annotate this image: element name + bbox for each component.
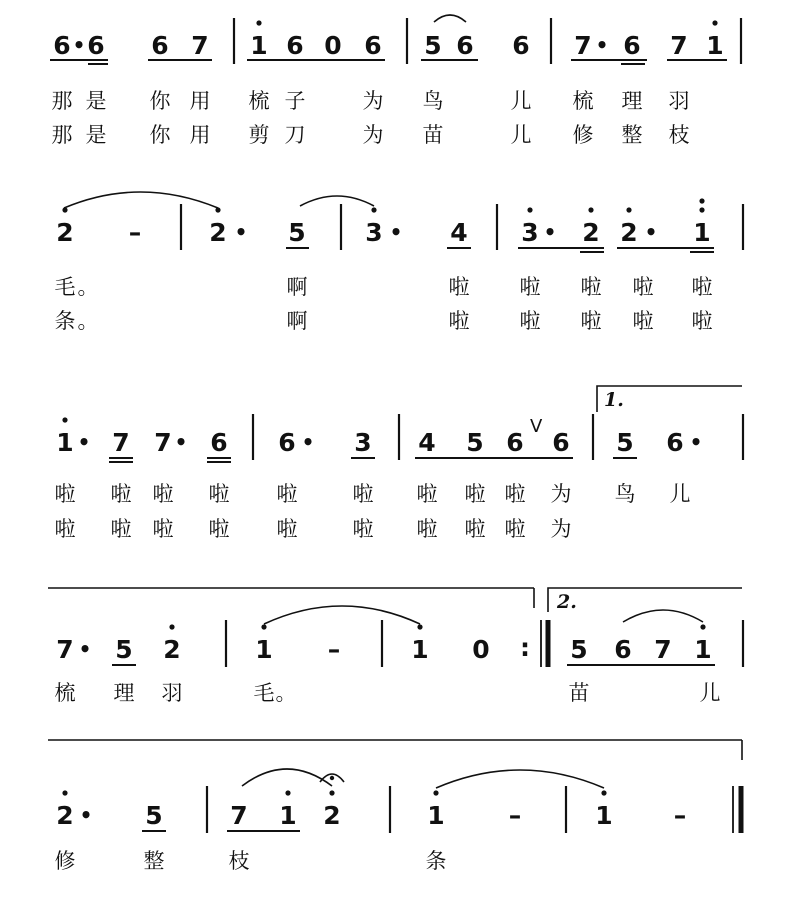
lyric: 啦 [110, 482, 132, 506]
note: 6 [278, 428, 296, 457]
dot-duration: • [78, 637, 92, 661]
dot-duration: • [79, 803, 93, 827]
lyric: 。 [275, 681, 297, 705]
lyrics-verse-1 [55, 275, 713, 299]
score-line-5 [48, 740, 742, 873]
lyric: 啦 [152, 482, 174, 506]
lyric: 。 [77, 275, 99, 299]
slur [64, 192, 218, 208]
lyric: 为 [550, 517, 572, 541]
lyric: 毛 [253, 681, 275, 705]
note: 6 [506, 428, 524, 457]
lyrics-verse-1 [55, 849, 447, 873]
lyric: 啦 [110, 517, 132, 541]
note: 6 [512, 31, 530, 60]
lyric: 枝 [228, 849, 250, 873]
lyric: 啦 [580, 309, 602, 333]
lyric: 梳 [248, 89, 270, 113]
lyric: 苗 [422, 123, 444, 147]
lyric: 儿 [510, 89, 532, 113]
lyric: 啦 [54, 482, 76, 506]
lyric: 啦 [519, 309, 541, 333]
lyric: 啦 [54, 517, 76, 541]
lyric: 啦 [691, 309, 713, 333]
lyric: 羽 [161, 681, 183, 705]
dot-duration: • [174, 430, 188, 454]
note: 6 [53, 31, 71, 60]
note: 6 [623, 31, 641, 60]
note: 1 [279, 801, 297, 830]
note: 6 [364, 31, 382, 60]
slur [436, 770, 604, 788]
lyric: 为 [362, 89, 384, 113]
lyric: 啦 [352, 482, 374, 506]
score-line-3 [55, 386, 744, 541]
high-octave-dot [712, 20, 717, 25]
barlines [234, 18, 741, 64]
lyric: 啦 [416, 517, 438, 541]
dot-duration: • [595, 33, 609, 57]
lyric: 剪 [248, 123, 270, 147]
volta-bracket-2 [548, 588, 742, 613]
note: 6 [456, 31, 474, 60]
slur [242, 769, 332, 786]
note: 2 [56, 801, 74, 830]
lyric: 鸟 [614, 482, 636, 506]
volta-number: 2. [557, 591, 577, 613]
lyric: 啦 [276, 517, 298, 541]
note: 2 [163, 635, 181, 664]
note: 1 [255, 635, 273, 664]
note: 5 [115, 635, 133, 664]
beam-lines [109, 458, 637, 462]
note: 1 [706, 31, 724, 60]
note: 5 [570, 635, 588, 664]
note: 6 [286, 31, 304, 60]
slur [623, 610, 703, 622]
slur [264, 606, 420, 624]
volta-number: 1. [604, 389, 624, 411]
high-octave-dot [256, 20, 261, 25]
lyric: 整 [621, 123, 643, 147]
lyrics-verse-2 [55, 309, 713, 333]
lyric: 理 [113, 681, 135, 705]
lyric: 啦 [208, 482, 230, 506]
lyric: 毛 [54, 275, 76, 299]
score-line-1 [50, 15, 741, 147]
lyric: 啦 [632, 275, 654, 299]
lyric: 梳 [54, 681, 76, 705]
lyric: 你 [149, 89, 171, 113]
note: 6 [87, 31, 105, 60]
lyric: 啦 [464, 482, 486, 506]
note: 6 [151, 31, 169, 60]
lyric: 啦 [276, 482, 298, 506]
note: 3 [354, 428, 372, 457]
lyric: 条 [54, 309, 76, 333]
lyric: 羽 [668, 89, 690, 113]
note: 5 [288, 218, 306, 247]
breath-mark: V [530, 416, 543, 437]
note: 1 [595, 801, 613, 830]
note: 2 [620, 218, 638, 247]
note: 7 [191, 31, 209, 60]
note: 7 [154, 428, 172, 457]
dot-duration: • [689, 430, 703, 454]
score-line-4 [48, 588, 743, 705]
lyric: 苗 [568, 681, 590, 705]
lyric: 是 [85, 123, 107, 147]
dot-duration: • [543, 220, 557, 244]
lyrics-verse-2 [52, 123, 690, 147]
lyric: 为 [362, 123, 384, 147]
note: 5 [466, 428, 484, 457]
dash-extension: – [673, 801, 687, 830]
lyric: 。 [77, 309, 99, 333]
lyric: 啦 [519, 275, 541, 299]
lyric: 理 [621, 89, 643, 113]
octave-dots [62, 198, 704, 212]
lyric: 啦 [152, 517, 174, 541]
lyric: 啦 [580, 275, 602, 299]
lyric: 啦 [448, 275, 470, 299]
octave-dots [62, 790, 606, 795]
note: 2 [56, 218, 74, 247]
beam-lines [50, 60, 727, 64]
dot-duration: • [72, 33, 86, 57]
note: 6 [210, 428, 228, 457]
lyric: 鸟 [422, 89, 444, 113]
dot-duration: • [234, 220, 248, 244]
lyric: 啦 [691, 275, 713, 299]
dash-extension: – [327, 635, 341, 664]
lyric: 你 [149, 123, 171, 147]
beam-lines [286, 248, 714, 252]
dot-duration: • [77, 430, 91, 454]
note: 1 [427, 801, 445, 830]
lyrics-verse-1 [52, 89, 690, 113]
volta-bracket-1 [597, 386, 742, 412]
lyric: 为 [550, 482, 572, 506]
dot-duration: • [301, 430, 315, 454]
note: 1 [693, 218, 711, 247]
lyric: 修 [572, 123, 594, 147]
lyric: 整 [143, 849, 165, 873]
lyric: 儿 [699, 681, 721, 705]
note: 2 [323, 801, 341, 830]
lyric: 用 [189, 89, 211, 113]
note: 5 [616, 428, 634, 457]
lyric: 啦 [504, 482, 526, 506]
lyric: 刀 [284, 123, 306, 147]
note: 2 [582, 218, 600, 247]
lyric: 啦 [632, 309, 654, 333]
note: 4 [450, 218, 468, 247]
note: 7 [230, 801, 248, 830]
note: 7 [654, 635, 672, 664]
score-line-2 [55, 192, 744, 333]
lyric: 啦 [208, 517, 230, 541]
lyric: 啦 [416, 482, 438, 506]
dash-extension: – [128, 218, 142, 247]
repeat-dots: : [520, 633, 530, 662]
lyric: 那 [51, 123, 73, 147]
lyric: 是 [85, 89, 107, 113]
note: 3 [521, 218, 539, 247]
note: 6 [614, 635, 632, 664]
lyric: 儿 [669, 482, 691, 506]
lyrics-verse-1 [55, 681, 721, 705]
lyric: 用 [189, 123, 211, 147]
lyric: 啦 [448, 309, 470, 333]
note: 5 [424, 31, 442, 60]
note: 7 [56, 635, 74, 664]
octave-dots [169, 624, 705, 629]
lyric: 条 [425, 849, 447, 873]
lyric: 啦 [352, 517, 374, 541]
note: 6 [552, 428, 570, 457]
lyric: 那 [51, 89, 73, 113]
note: 1 [411, 635, 429, 664]
note: 0 [472, 635, 490, 664]
lyric: 修 [54, 849, 76, 873]
dot-duration: • [644, 220, 658, 244]
lyric: 啊 [286, 309, 308, 333]
note: 7 [574, 31, 592, 60]
lyric: 枝 [668, 123, 690, 147]
note: 5 [145, 801, 163, 830]
slur [300, 196, 374, 206]
lyrics-verse-1 [55, 482, 691, 506]
note: 4 [418, 428, 436, 457]
note: 3 [365, 218, 383, 247]
lyrics-verse-2 [55, 517, 572, 541]
dash-extension: – [508, 801, 522, 830]
note: 1 [56, 428, 74, 457]
lyric: 啦 [464, 517, 486, 541]
note: 6 [666, 428, 684, 457]
lyric: 子 [284, 89, 306, 113]
note: 0 [324, 31, 342, 60]
lyric: 儿 [510, 123, 532, 147]
note: 7 [670, 31, 688, 60]
note: 1 [694, 635, 712, 664]
high-octave-dot [62, 417, 67, 422]
slur [434, 15, 466, 22]
note: 7 [112, 428, 130, 457]
note: 2 [209, 218, 227, 247]
lyric: 梳 [572, 89, 594, 113]
lyric: 啦 [504, 517, 526, 541]
lyric: 啊 [286, 275, 308, 299]
note: 1 [250, 31, 268, 60]
dot-duration: • [389, 220, 403, 244]
